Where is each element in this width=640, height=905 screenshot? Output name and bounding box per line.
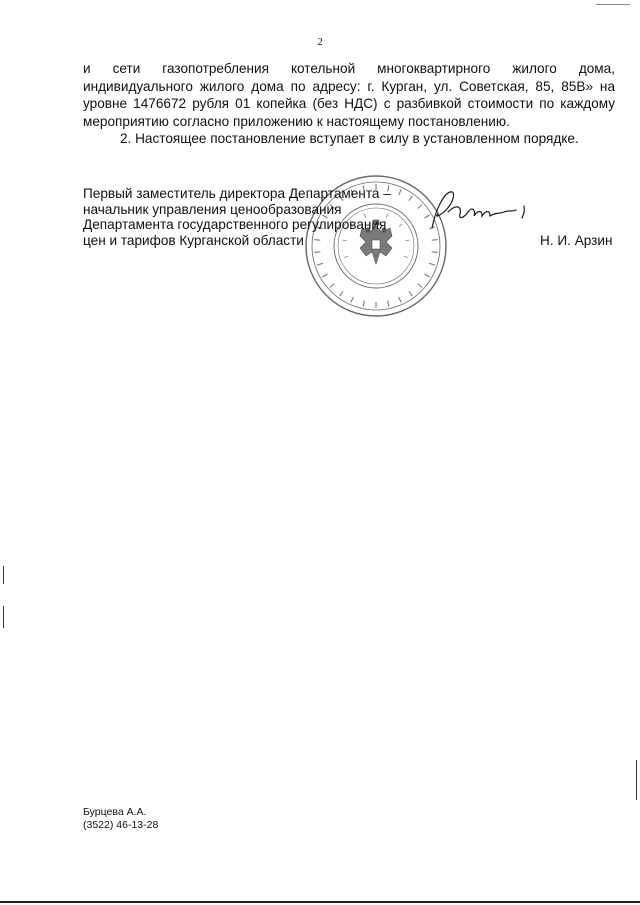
executor-info <box>83 806 158 832</box>
paragraph-1 <box>83 60 615 130</box>
paragraph-1-line: индивидуального жилого дома по адресу: г. Курган, ул. Советская, 85, 85В» на <box>83 78 615 94</box>
executor-phone: (3522) 46-13-28 <box>83 819 159 831</box>
bottom-edge-line <box>0 901 640 903</box>
paragraph-1-line: мероприятию согласно приложению к настоящему постановлению. <box>83 113 510 129</box>
executor-name: Бурцева А.А. <box>83 806 147 818</box>
page-number: 2 <box>317 36 323 48</box>
signatory-name: Н. И. Арзин <box>540 233 613 248</box>
paragraph-1-line: уровне 1476672 рубля 01 копейка (без НДС) с разбивкой стоимости по каждому <box>83 96 615 111</box>
signatory-position-line: цен и тарифов Курганской области <box>83 232 304 248</box>
scan-edge-mark <box>3 606 4 628</box>
document-body <box>83 60 615 148</box>
scan-edge-mark <box>636 760 637 800</box>
signatory-position-line: Первый заместитель директора Департамента – <box>83 186 391 201</box>
handwritten-signature <box>420 188 540 234</box>
paragraph-2: 2. Настоящее постановление вступает в силу в установленном порядке. <box>120 131 579 146</box>
paragraph-1-line: и сети газопотребления котельной многоквартирного жилого дома, <box>83 61 615 76</box>
signatory-position-line: начальник управления ценообразования <box>83 201 342 217</box>
signatory-position-line: Департамента государственного регулирования <box>83 217 387 232</box>
signatory-position <box>83 186 403 248</box>
scan-edge-mark <box>3 566 4 584</box>
top-edge-line <box>596 4 630 5</box>
